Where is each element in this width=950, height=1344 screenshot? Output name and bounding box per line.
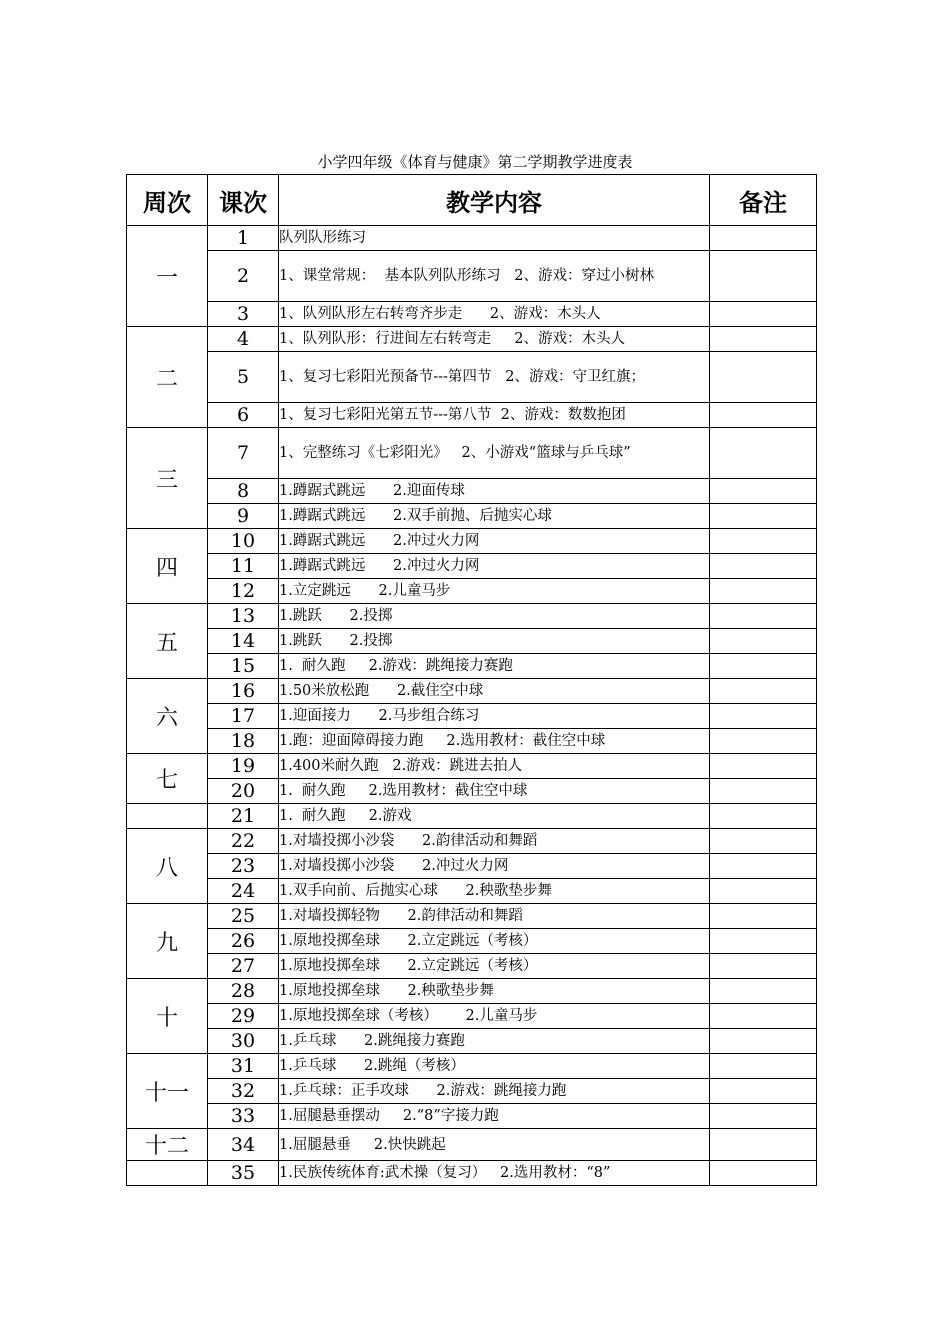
content-cell: 1.跑：迎面障碍接力跑 2.选用教材：截住空中球 <box>279 729 710 754</box>
notes-cell <box>710 251 817 302</box>
lesson-number-cell: 5 <box>208 352 279 403</box>
lesson-number-cell: 31 <box>208 1054 279 1079</box>
notes-cell <box>710 1129 817 1161</box>
header-content: 教学内容 <box>279 175 710 226</box>
content-cell: 1.400米耐久跑 2.游戏：跳进去拍人 <box>279 754 710 779</box>
content-cell: 1.乒乓球 2.跳绳接力赛跑 <box>279 1029 710 1054</box>
notes-cell <box>710 679 817 704</box>
notes-cell <box>710 629 817 654</box>
table-row <box>127 729 817 754</box>
week-cell: 四 <box>127 529 208 604</box>
content-cell: 1、复习七彩阳光第五节---第八节 2、游戏：数数抱团 <box>279 403 710 428</box>
lesson-number-cell: 14 <box>208 629 279 654</box>
lesson-number-cell: 33 <box>208 1104 279 1129</box>
week-cell: 七 <box>127 754 208 804</box>
lesson-number-cell: 6 <box>208 403 279 428</box>
table-row <box>127 1054 817 1079</box>
notes-cell <box>710 302 817 327</box>
notes-cell <box>710 1054 817 1079</box>
content-cell: 队列队形练习 <box>279 226 710 251</box>
lesson-number-cell: 30 <box>208 1029 279 1054</box>
lesson-number-cell: 19 <box>208 754 279 779</box>
table-row <box>127 804 817 829</box>
week-cell: 三 <box>127 428 208 529</box>
table-row <box>127 1161 817 1186</box>
notes-cell <box>710 979 817 1004</box>
notes-cell <box>710 729 817 754</box>
week-cell: 二 <box>127 327 208 428</box>
notes-cell <box>710 352 817 403</box>
table-row <box>127 904 817 929</box>
week-cell: 一 <box>127 226 208 327</box>
lesson-number-cell: 8 <box>208 479 279 504</box>
notes-cell <box>710 504 817 529</box>
content-cell: 1.蹲踞式跳远 2.冲过火力网 <box>279 554 710 579</box>
notes-cell <box>710 1079 817 1104</box>
content-cell: 1、复习七彩阳光预备节---第四节 2、游戏：守卫红旗； <box>279 352 710 403</box>
header-lesson: 课次 <box>208 175 279 226</box>
content-cell: 1.原地投掷垒球 2.立定跳远（考核） <box>279 954 710 979</box>
notes-cell <box>710 779 817 804</box>
notes-cell <box>710 954 817 979</box>
notes-cell <box>710 1161 817 1186</box>
notes-cell <box>710 479 817 504</box>
content-cell: 1、队列队形：行进间左右转弯走 2、游戏：木头人 <box>279 327 710 352</box>
content-cell: 1.迎面接力 2.马步组合练习 <box>279 704 710 729</box>
table-row <box>127 251 817 302</box>
table-row <box>127 604 817 629</box>
week-cell: 十二 <box>127 1129 208 1161</box>
table-row <box>127 327 817 352</box>
lesson-number-cell: 25 <box>208 904 279 929</box>
header-notes: 备注 <box>710 175 817 226</box>
header-week: 周次 <box>127 175 208 226</box>
lesson-number-cell: 2 <box>208 251 279 302</box>
lesson-number-cell: 3 <box>208 302 279 327</box>
table-row <box>127 1104 817 1129</box>
week-cell <box>127 1161 208 1186</box>
content-cell: 1.对墙投掷小沙袋 2.韵律活动和舞蹈 <box>279 829 710 854</box>
table-row <box>127 1129 817 1161</box>
table-row <box>127 854 817 879</box>
table-row <box>127 629 817 654</box>
table-header-row <box>127 175 817 226</box>
table-row <box>127 754 817 779</box>
notes-cell <box>710 879 817 904</box>
table-row <box>127 679 817 704</box>
table-row <box>127 1029 817 1054</box>
teaching-schedule-table <box>126 174 817 1186</box>
notes-cell <box>710 1104 817 1129</box>
table-row <box>127 829 817 854</box>
table-row <box>127 979 817 1004</box>
notes-cell <box>710 754 817 779</box>
lesson-number-cell: 15 <box>208 654 279 679</box>
notes-cell <box>710 654 817 679</box>
table-body <box>127 226 817 1186</box>
table-row <box>127 779 817 804</box>
week-cell: 十 <box>127 979 208 1054</box>
table-row <box>127 302 817 327</box>
table-row <box>127 654 817 679</box>
notes-cell <box>710 327 817 352</box>
lesson-number-cell: 11 <box>208 554 279 579</box>
notes-cell <box>710 804 817 829</box>
lesson-number-cell: 10 <box>208 529 279 554</box>
lesson-number-cell: 9 <box>208 504 279 529</box>
table-row <box>127 879 817 904</box>
notes-cell <box>710 428 817 479</box>
lesson-number-cell: 4 <box>208 327 279 352</box>
notes-cell <box>710 604 817 629</box>
notes-cell <box>710 529 817 554</box>
lesson-number-cell: 29 <box>208 1004 279 1029</box>
content-cell: 1.原地投掷垒球（考核） 2.儿童马步 <box>279 1004 710 1029</box>
notes-cell <box>710 403 817 428</box>
lesson-number-cell: 12 <box>208 579 279 604</box>
lesson-number-cell: 22 <box>208 829 279 854</box>
content-cell: 1.原地投掷垒球 2.秧歌垫步舞 <box>279 979 710 1004</box>
content-cell: 1.50米放松跑 2.截住空中球 <box>279 679 710 704</box>
table-row <box>127 403 817 428</box>
table-row <box>127 1079 817 1104</box>
lesson-number-cell: 24 <box>208 879 279 904</box>
content-cell: 1. 耐久跑 2.游戏：跳绳接力赛跑 <box>279 654 710 679</box>
table-row <box>127 226 817 251</box>
notes-cell <box>710 579 817 604</box>
table-row <box>127 529 817 554</box>
week-cell: 九 <box>127 904 208 979</box>
content-cell: 1.对墙投掷轻物 2.韵律活动和舞蹈 <box>279 904 710 929</box>
table-row <box>127 504 817 529</box>
content-cell: 1.蹲踞式跳远 2.迎面传球 <box>279 479 710 504</box>
notes-cell <box>710 1029 817 1054</box>
content-cell: 1.蹲踞式跳远 2.冲过火力网 <box>279 529 710 554</box>
table-row <box>127 704 817 729</box>
table-row <box>127 352 817 403</box>
week-cell <box>127 804 208 829</box>
lesson-number-cell: 27 <box>208 954 279 979</box>
notes-cell <box>710 904 817 929</box>
lesson-number-cell: 18 <box>208 729 279 754</box>
lesson-number-cell: 23 <box>208 854 279 879</box>
notes-cell <box>710 554 817 579</box>
content-cell: 1.屈腿悬垂摆动 2.“8”字接力跑 <box>279 1104 710 1129</box>
notes-cell <box>710 854 817 879</box>
lesson-number-cell: 26 <box>208 929 279 954</box>
lesson-number-cell: 7 <box>208 428 279 479</box>
content-cell: 1.对墙投掷小沙袋 2.冲过火力网 <box>279 854 710 879</box>
content-cell: 1.跳跃 2.投掷 <box>279 629 710 654</box>
lesson-number-cell: 21 <box>208 804 279 829</box>
lesson-number-cell: 16 <box>208 679 279 704</box>
lesson-number-cell: 1 <box>208 226 279 251</box>
notes-cell <box>710 226 817 251</box>
table-row <box>127 479 817 504</box>
table-row <box>127 428 817 479</box>
content-cell: 1、队列队形左右转弯齐步走 2、游戏：木头人 <box>279 302 710 327</box>
content-cell: 1、课堂常规： 基本队列队形练习 2、游戏：穿过小树林 <box>279 251 710 302</box>
lesson-number-cell: 34 <box>208 1129 279 1161</box>
content-cell: 1.跳跃 2.投掷 <box>279 604 710 629</box>
content-cell: 1.屈腿悬垂 2.快快跳起 <box>279 1129 710 1161</box>
content-cell: 1.乒乓球 2.跳绳（考核） <box>279 1054 710 1079</box>
notes-cell <box>710 929 817 954</box>
week-cell: 六 <box>127 679 208 754</box>
content-cell: 1.原地投掷垒球 2.立定跳远（考核） <box>279 929 710 954</box>
content-cell: 1、完整练习《七彩阳光》 2、小游戏“篮球与乒乓球” <box>279 428 710 479</box>
content-cell: 1. 耐久跑 2.游戏 <box>279 804 710 829</box>
content-cell: 1.蹲踞式跳远 2.双手前抛、后抛实心球 <box>279 504 710 529</box>
document-title: 小学四年级《体育与健康》第二学期教学进度表 <box>317 153 633 171</box>
table-row <box>127 929 817 954</box>
content-cell: 1.立定跳远 2.儿童马步 <box>279 579 710 604</box>
table-row <box>127 1004 817 1029</box>
lesson-number-cell: 28 <box>208 979 279 1004</box>
lesson-number-cell: 17 <box>208 704 279 729</box>
notes-cell <box>710 829 817 854</box>
lesson-number-cell: 20 <box>208 779 279 804</box>
content-cell: 1. 耐久跑 2.选用教材：截住空中球 <box>279 779 710 804</box>
content-cell: 1.乒乓球：正手攻球 2.游戏：跳绳接力跑 <box>279 1079 710 1104</box>
week-cell: 十一 <box>127 1054 208 1129</box>
table-row <box>127 554 817 579</box>
content-cell: 1.民族传统体育:武术操（复习） 2.选用教材：“8” <box>279 1161 710 1186</box>
table-row <box>127 954 817 979</box>
week-cell: 五 <box>127 604 208 679</box>
lesson-number-cell: 35 <box>208 1161 279 1186</box>
content-cell: 1.双手向前、后抛实心球 2.秧歌垫步舞 <box>279 879 710 904</box>
notes-cell <box>710 1004 817 1029</box>
notes-cell <box>710 704 817 729</box>
week-cell: 八 <box>127 829 208 904</box>
table-row <box>127 579 817 604</box>
lesson-number-cell: 13 <box>208 604 279 629</box>
lesson-number-cell: 32 <box>208 1079 279 1104</box>
